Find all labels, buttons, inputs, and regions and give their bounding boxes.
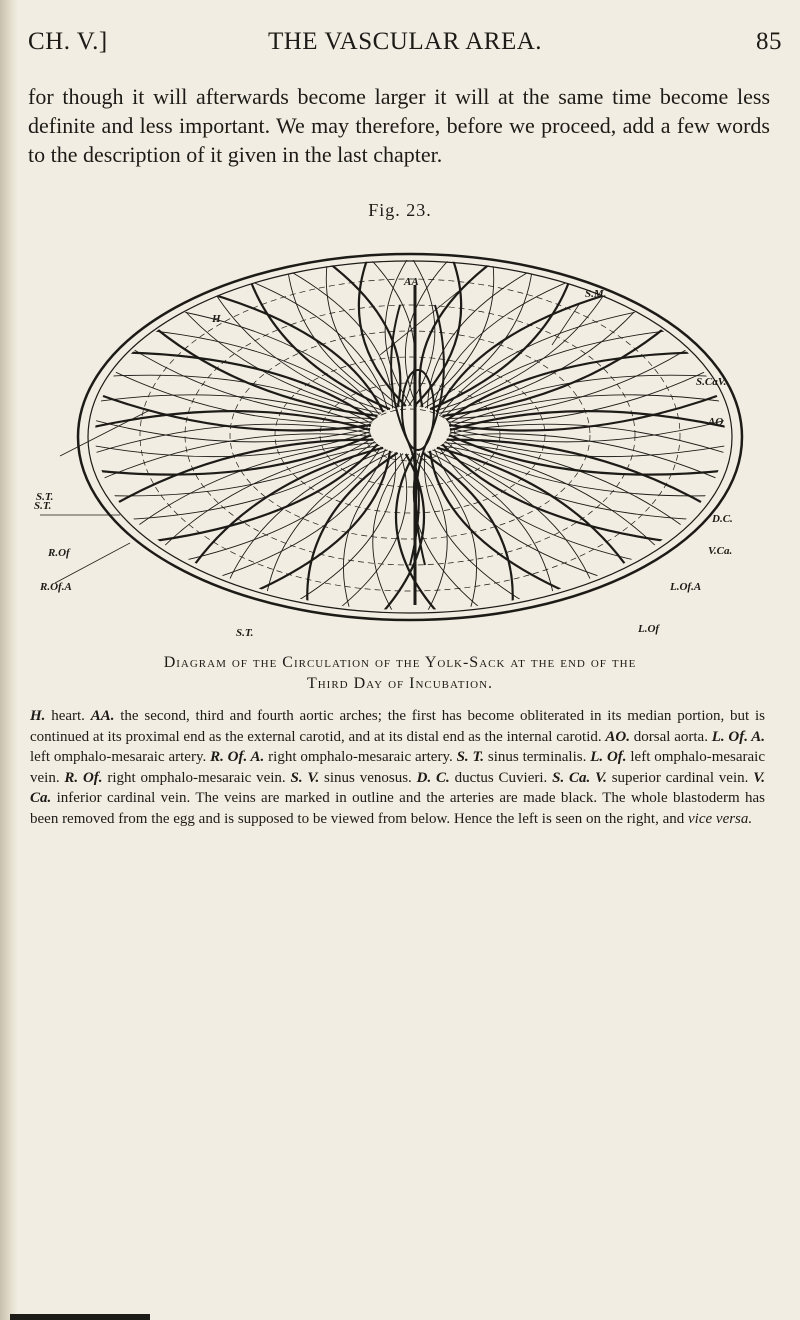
- vessel-line: [430, 451, 575, 596]
- legend-key: vice versa.: [688, 810, 753, 827]
- vessel-line: [435, 449, 614, 581]
- vessel-line: [100, 365, 373, 423]
- label-st-left: S.T.: [34, 500, 52, 512]
- caption-line-1: Diagram of the Circulation of the Yolk-Sack at the end of the: [163, 654, 637, 671]
- legend-key: L. Of. A.: [711, 728, 765, 745]
- legend-key: AA.: [90, 708, 115, 724]
- legend-key: S. Ca. V.: [552, 769, 607, 786]
- vessel-line: [130, 329, 376, 418]
- legend-text: superior cardinal vein.: [606, 769, 754, 786]
- figure-caption-title: [20, 652, 780, 694]
- label-lofa: L.Of.A: [670, 581, 702, 593]
- page-bottom-rule: [10, 1314, 150, 1320]
- label-dc: D.C.: [712, 513, 733, 525]
- legend-text: right omphalo-mesaraic vein.: [102, 769, 291, 786]
- legend-text: heart.: [45, 708, 91, 724]
- vascular-diagram-svg: [0, 225, 800, 639]
- intro-text: for though it will afterwards become larger it will at the same time become less definite and less important. We may therefore, before we proceed, add a few words to the description of it given in the last chapter.: [28, 84, 770, 167]
- page-header: [28, 28, 782, 68]
- label-sm: S.M.: [585, 288, 607, 300]
- caption-line-2: Third Day of Incubation.: [306, 675, 494, 692]
- label-scav: S.CaV.: [696, 376, 727, 388]
- legend-text: left omphalo-mesaraic vein.: [30, 749, 766, 786]
- vessel-line: [189, 288, 383, 412]
- vascular-diagram: [0, 225, 800, 639]
- legend-key: S. V.: [290, 769, 320, 786]
- vessel-line: [143, 444, 378, 542]
- label-st-mid: S.T.: [36, 491, 54, 503]
- vessel-line: [100, 438, 373, 496]
- vessel-line: [442, 444, 677, 542]
- legend-text: sinus terminalis.: [484, 749, 591, 765]
- legend-key: D. C.: [416, 769, 450, 786]
- legend-key: AO.: [605, 728, 630, 745]
- legend-key: V. Ca.: [30, 769, 766, 806]
- legend-text: dorsal aorta.: [630, 728, 712, 745]
- vessel-line: [414, 240, 461, 407]
- legend-text: right omphalo-mesaraic artery.: [264, 749, 457, 765]
- figure-legend: [30, 706, 765, 829]
- vessel-line: [428, 258, 555, 408]
- vessel-line: [441, 307, 663, 415]
- label-h: H: [212, 313, 221, 325]
- vessel-line: [359, 240, 406, 407]
- label-aa: AA: [404, 276, 419, 288]
- legend-text: inferior cardinal vein. The veins are marked in outline and the arteries are made black. The whole blastoderm has been removed from the egg and is supposed to be viewed from below. Hence the left is seen on the right, and: [30, 790, 765, 827]
- vessel-line: [207, 449, 386, 581]
- label-st-bottom: S.T.: [236, 627, 254, 639]
- vessel-line: [437, 288, 631, 412]
- label-rofa: R.Of.A: [40, 581, 72, 593]
- label-vca: V.Ca.: [708, 545, 733, 557]
- intro-paragraph: [28, 82, 770, 169]
- heart-loop: [402, 370, 434, 450]
- chapter-marker: CH. V.]: [28, 28, 108, 55]
- book-spine-shadow: [0, 0, 18, 1320]
- vessel-line: [448, 365, 720, 423]
- legend-text: ductus Cuvieri.: [449, 769, 553, 786]
- legend-paragraph: [30, 706, 765, 829]
- legend-key: S. T.: [456, 749, 485, 765]
- vessel-loop: [185, 305, 635, 565]
- legend-key: L. Of.: [590, 749, 627, 765]
- legend-key: H.: [30, 708, 46, 724]
- vessel-line: [245, 451, 390, 596]
- vessel-loop: [140, 279, 680, 591]
- label-rof: R.Of: [48, 547, 70, 559]
- running-title: THE VASCULAR AREA.: [267, 28, 543, 55]
- label-lof: L.Of: [638, 623, 660, 635]
- figure-label: Fig. 23.: [368, 200, 432, 220]
- legend-text: sinus venosus.: [319, 769, 417, 786]
- legend-key: R. Of.: [64, 769, 103, 786]
- sinus-terminalis-inner: [88, 261, 732, 613]
- page-number: 85: [756, 28, 782, 55]
- legend-text: the second, third and fourth aortic arches; the first has become obliterated in its median portion, but is continued at its proximal end as the external carotid, and at its distal end as the internal carotid.: [30, 708, 766, 745]
- legend-key: R. Of. A.: [210, 749, 265, 765]
- vessel-loop: [275, 357, 545, 513]
- legend-text: left omphalo-mesaraic artery.: [30, 749, 211, 765]
- label-ao: AO: [708, 416, 724, 428]
